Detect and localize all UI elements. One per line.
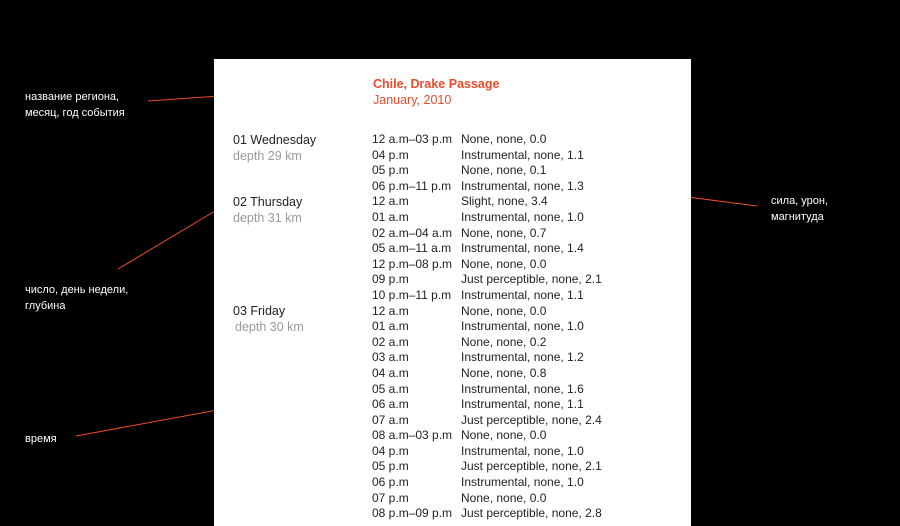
row-time: 07 p.m <box>372 490 409 505</box>
row-time: 02 a.m <box>372 334 409 349</box>
reading-row <box>372 413 672 429</box>
row-value: Instrumental, none, 1.1 <box>461 397 584 412</box>
row-time: 06 p.m–11 p.m <box>372 178 452 193</box>
row-time: 05 a.m <box>372 381 409 396</box>
annotation-region-line-2: месяц, год события <box>25 107 125 119</box>
reading-row <box>372 397 672 413</box>
row-time: 08 p.m–09 p.m <box>372 506 453 521</box>
record-sheet <box>214 59 691 526</box>
annotation-force-line-2: магнитуда <box>771 211 824 223</box>
row-time: 01 a.m <box>372 319 409 334</box>
annotation-day-line-1: число, день недели, <box>25 284 129 296</box>
row-value: Slight, none, 3.4 <box>461 194 548 209</box>
reading-row <box>372 194 672 210</box>
annotation-day <box>25 282 128 314</box>
day-block <box>233 195 302 226</box>
row-value: None, none, 0.1 <box>461 163 547 178</box>
reading-row <box>372 148 672 164</box>
row-time: 03 a.m <box>372 350 409 365</box>
annotation-time-line-1: время <box>25 433 57 445</box>
row-value: Instrumental, none, 1.2 <box>461 350 584 365</box>
annotation-day-line-2: глубина <box>25 300 66 312</box>
row-value: None, none, 0.7 <box>461 225 547 240</box>
day-label: 02 Thursday <box>233 195 303 209</box>
row-value: None, none, 0.0 <box>461 256 547 271</box>
row-time: 06 a.m <box>372 397 409 412</box>
row-value: Instrumental, none, 1.3 <box>461 178 584 193</box>
row-value: Just perceptible, none, 2.1 <box>461 272 602 287</box>
row-time: 12 a.m <box>372 194 409 209</box>
annotation-time <box>25 431 57 447</box>
row-time: 04 p.m <box>372 443 409 458</box>
day-block <box>233 304 304 335</box>
row-time: 12 p.m–08 p.m <box>372 256 453 271</box>
annotation-region <box>25 89 125 121</box>
row-time: 04 p.m <box>372 147 409 162</box>
row-value: Just perceptible, none, 2.8 <box>461 506 602 521</box>
reading-row <box>372 428 672 444</box>
row-time: 04 a.m <box>372 365 409 380</box>
reading-row <box>372 288 672 304</box>
reading-row <box>372 179 672 195</box>
row-time: 01 a.m <box>372 209 409 224</box>
row-time: 08 a.m–03 p.m <box>372 428 453 443</box>
reading-row <box>372 241 672 257</box>
row-value: None, none, 0.2 <box>461 334 547 349</box>
row-time: 09 p.m <box>372 272 409 287</box>
reading-row <box>372 444 672 460</box>
leader-line-day <box>118 205 225 269</box>
row-time: 06 p.m <box>372 475 409 490</box>
row-value: Instrumental, none, 1.0 <box>461 475 584 490</box>
row-value: Instrumental, none, 1.6 <box>461 381 584 396</box>
reading-row <box>372 132 672 148</box>
reading-row <box>372 272 672 288</box>
row-value: None, none, 0.0 <box>461 490 547 505</box>
day-depth: depth 29 km <box>233 148 302 163</box>
reading-row <box>372 382 672 398</box>
row-time: 12 a.m <box>372 303 409 318</box>
annotation-force <box>771 193 828 225</box>
reading-row <box>372 350 672 366</box>
reading-row <box>372 319 672 335</box>
reading-row <box>372 459 672 475</box>
row-time: 02 a.m–04 a.m <box>372 225 453 240</box>
reading-row <box>372 475 672 491</box>
reading-row <box>372 163 672 179</box>
reading-row <box>372 491 672 507</box>
row-value: Instrumental, none, 1.1 <box>461 287 584 302</box>
row-time: 10 p.m–11 p.m <box>372 287 452 302</box>
reading-row <box>372 366 672 382</box>
row-value: None, none, 0.8 <box>461 365 547 380</box>
day-label: 03 Friday <box>233 304 286 318</box>
row-time: 07 a.m <box>372 412 409 427</box>
annotation-force-line-1: сила, урон, <box>771 195 829 207</box>
row-value: Instrumental, none, 1.1 <box>461 147 584 162</box>
reading-row <box>372 226 672 242</box>
row-value: None, none, 0.0 <box>461 132 547 146</box>
day-depth: depth 30 km <box>235 319 304 334</box>
row-value: Instrumental, none, 1.4 <box>461 241 584 256</box>
row-value: Instrumental, none, 1.0 <box>461 209 584 224</box>
row-value: None, none, 0.0 <box>461 303 547 318</box>
reading-row <box>372 210 672 226</box>
row-value: Just perceptible, none, 2.1 <box>461 459 602 474</box>
annotation-region-line-1: название региона, <box>25 91 120 103</box>
reading-row <box>372 257 672 273</box>
reading-row <box>372 335 672 351</box>
reading-row <box>372 506 672 522</box>
reading-row <box>372 304 672 320</box>
row-time: 05 p.m <box>372 163 409 178</box>
row-value: Instrumental, none, 1.0 <box>461 319 584 334</box>
day-depth: depth 31 km <box>233 210 302 225</box>
row-time: 05 a.m–11 a.m <box>372 241 452 256</box>
row-time: 12 a.m–03 p.m <box>372 132 453 146</box>
region-title: Chile, Drake Passage <box>373 77 500 91</box>
day-label: 01 Wednesday <box>233 133 317 147</box>
row-time: 05 p.m <box>372 459 409 474</box>
reading-list <box>372 132 672 522</box>
row-value: None, none, 0.0 <box>461 428 547 443</box>
period-subtitle: January, 2010 <box>373 93 452 107</box>
day-block <box>233 133 316 164</box>
row-value: Instrumental, none, 1.0 <box>461 443 584 458</box>
row-value: Just perceptible, none, 2.4 <box>461 412 602 427</box>
